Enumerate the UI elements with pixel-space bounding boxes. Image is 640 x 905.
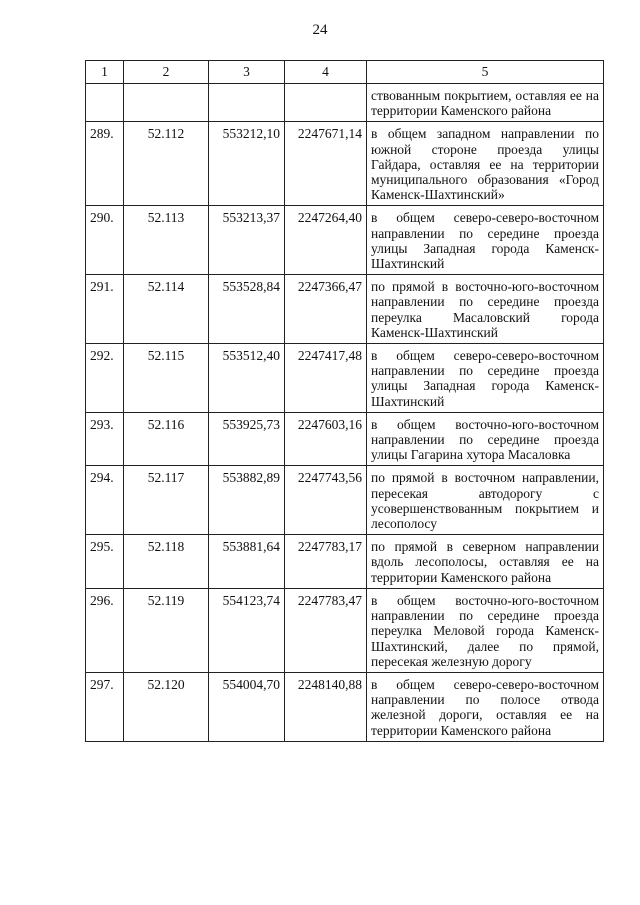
table-row bbox=[86, 466, 604, 535]
table-row bbox=[86, 535, 604, 589]
empty-cell bbox=[285, 84, 367, 122]
continuation-row bbox=[86, 84, 604, 122]
point-id: 52.120 bbox=[124, 672, 209, 741]
point-id: 52.112 bbox=[124, 122, 209, 206]
boundary-description: в общем северо-северо-восточном направлении по середине проезда улицы Западная города Каменск-Шахтинский bbox=[367, 344, 604, 413]
point-id: 52.114 bbox=[124, 275, 209, 344]
row-number: 294. bbox=[86, 466, 124, 535]
x-coordinate: 553881,64 bbox=[209, 535, 285, 589]
empty-cell bbox=[209, 84, 285, 122]
x-coordinate: 554004,70 bbox=[209, 672, 285, 741]
table-row bbox=[86, 588, 604, 672]
table-header-row bbox=[86, 61, 604, 84]
boundary-description: в общем западном направлении по южной стороне проезда улицы Гайдара, оставляя ее на территории муниципального образования «Город Каменск-Шахтинский» bbox=[367, 122, 604, 206]
header-col-3: 3 bbox=[209, 61, 285, 84]
header-col-4: 4 bbox=[285, 61, 367, 84]
header-col-1: 1 bbox=[86, 61, 124, 84]
x-coordinate: 553213,37 bbox=[209, 206, 285, 275]
y-coordinate: 2247743,56 bbox=[285, 466, 367, 535]
row-number: 292. bbox=[86, 344, 124, 413]
empty-cell bbox=[124, 84, 209, 122]
row-number: 293. bbox=[86, 412, 124, 466]
row-number: 297. bbox=[86, 672, 124, 741]
boundary-table bbox=[85, 60, 604, 742]
table-row bbox=[86, 275, 604, 344]
y-coordinate: 2247783,47 bbox=[285, 588, 367, 672]
y-coordinate: 2247783,17 bbox=[285, 535, 367, 589]
y-coordinate: 2247417,48 bbox=[285, 344, 367, 413]
continuation-description: ствованным покрытием, оставляя ее на территории Каменского района bbox=[367, 84, 604, 122]
y-coordinate: 2248140,88 bbox=[285, 672, 367, 741]
table-row bbox=[86, 206, 604, 275]
x-coordinate: 553925,73 bbox=[209, 412, 285, 466]
table-row bbox=[86, 122, 604, 206]
page-number: 24 bbox=[312, 22, 328, 38]
boundary-description: в общем восточно-юго-восточном направлении по середине проезда переулка Меловой города Каменск-Шахтинский, далее по прямой, пересекая железную дорогу bbox=[367, 588, 604, 672]
point-id: 52.115 bbox=[124, 344, 209, 413]
header-col-2: 2 bbox=[124, 61, 209, 84]
row-number: 290. bbox=[86, 206, 124, 275]
y-coordinate: 2247264,40 bbox=[285, 206, 367, 275]
boundary-description: по прямой в восточном направлении, пересекая автодорогу с усовершенствованным покрытием и лесополосу bbox=[367, 466, 604, 535]
x-coordinate: 553528,84 bbox=[209, 275, 285, 344]
point-id: 52.118 bbox=[124, 535, 209, 589]
point-id: 52.116 bbox=[124, 412, 209, 466]
y-coordinate: 2247671,14 bbox=[285, 122, 367, 206]
row-number: 296. bbox=[86, 588, 124, 672]
table-row bbox=[86, 412, 604, 466]
y-coordinate: 2247366,47 bbox=[285, 275, 367, 344]
table-row bbox=[86, 344, 604, 413]
boundary-description: по прямой в северном направлении вдоль лесополосы, оставляя ее на территории Каменского района bbox=[367, 535, 604, 589]
row-number: 295. bbox=[86, 535, 124, 589]
row-number: 289. bbox=[86, 122, 124, 206]
x-coordinate: 553882,89 bbox=[209, 466, 285, 535]
empty-cell bbox=[86, 84, 124, 122]
point-id: 52.113 bbox=[124, 206, 209, 275]
x-coordinate: 553212,10 bbox=[209, 122, 285, 206]
boundary-description: в общем северо-северо-восточном направлении по середине проезда улицы Западная города Каменск-Шахтинский bbox=[367, 206, 604, 275]
boundary-description: в общем восточно-юго-восточном направлении по середине проезда улицы Гагарина хутора Масаловка bbox=[367, 412, 604, 466]
y-coordinate: 2247603,16 bbox=[285, 412, 367, 466]
boundary-description: по прямой в восточно-юго-восточном направлении по середине проезда переулка Масаловский города Каменск-Шахтинский bbox=[367, 275, 604, 344]
row-number: 291. bbox=[86, 275, 124, 344]
header-col-5: 5 bbox=[367, 61, 604, 84]
table-row bbox=[86, 672, 604, 741]
point-id: 52.119 bbox=[124, 588, 209, 672]
point-id: 52.117 bbox=[124, 466, 209, 535]
x-coordinate: 553512,40 bbox=[209, 344, 285, 413]
boundary-description: в общем северо-северо-восточном направлении по полосе отвода железной дороги, оставляя ее на территории Каменского района bbox=[367, 672, 604, 741]
x-coordinate: 554123,74 bbox=[209, 588, 285, 672]
